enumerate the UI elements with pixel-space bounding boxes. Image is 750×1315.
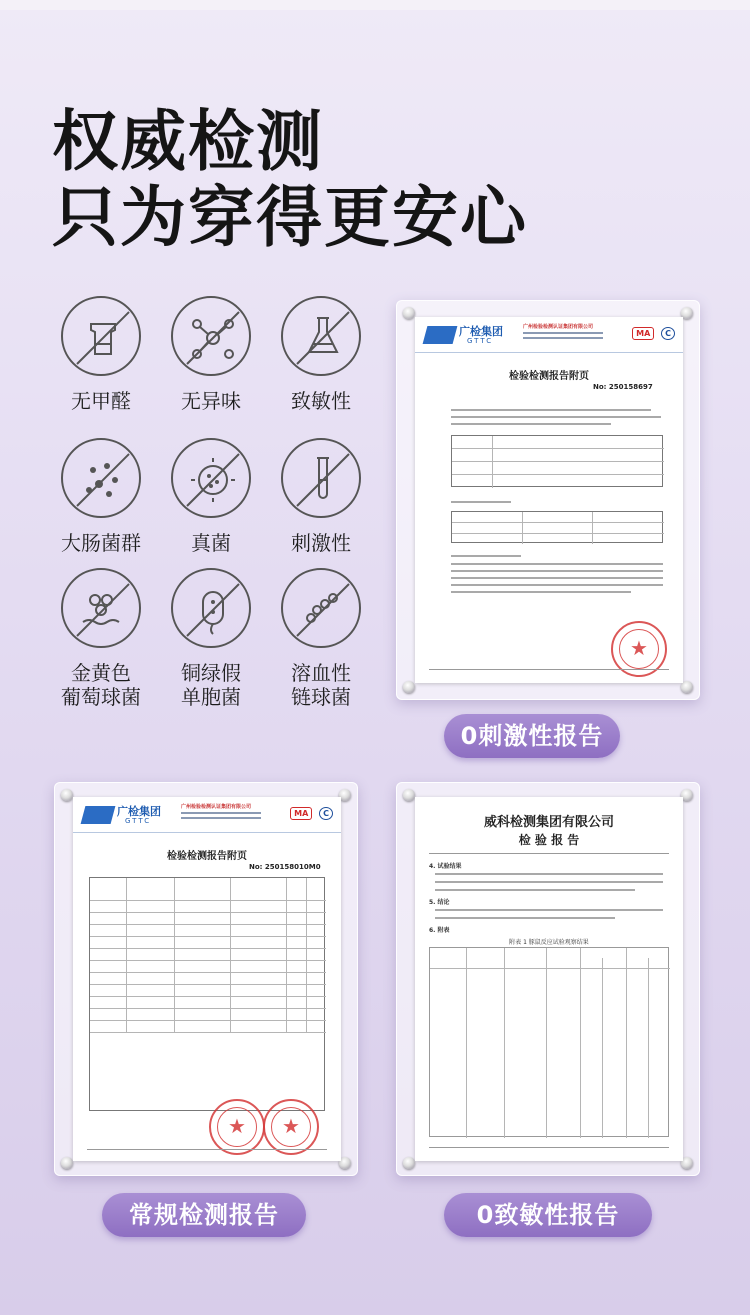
cert-marks bbox=[286, 807, 333, 820]
section-result: 4. 试验结果 bbox=[429, 863, 462, 870]
feature-irritation bbox=[266, 438, 376, 555]
org-short: 广检集团 bbox=[459, 325, 503, 338]
feature-label: 真菌 bbox=[191, 531, 231, 555]
ma-mark-icon: MA bbox=[290, 807, 312, 820]
cnas-mark-icon: C bbox=[319, 807, 333, 820]
doc-number: No: 250158010M0 bbox=[249, 863, 321, 871]
feature-staphylococcus bbox=[46, 568, 156, 709]
streptococcus-crossed-icon bbox=[281, 568, 361, 648]
result-table bbox=[451, 435, 663, 487]
feature-label: 致敏性 bbox=[291, 389, 351, 413]
feature-pseudomonas bbox=[156, 568, 266, 709]
org-en: GTTC bbox=[125, 817, 152, 825]
official-stamp-icon: ★ bbox=[611, 621, 667, 677]
doc-title: 检验检测报告附页 bbox=[167, 851, 247, 862]
org-short: 广检集团 bbox=[117, 805, 161, 818]
section-conclusion: 5. 结论 bbox=[429, 899, 450, 906]
table-caption: 附表 1 豚鼠反应试验观察结果 bbox=[509, 939, 589, 946]
doc-header bbox=[415, 317, 683, 353]
doc-subtitle: 检 验 报 告 bbox=[518, 833, 580, 847]
material-table bbox=[451, 511, 663, 543]
feature-label: 刺激性 bbox=[291, 531, 351, 555]
report-frame-routine bbox=[54, 782, 358, 1176]
feature-label: 无甲醛 bbox=[71, 389, 131, 413]
ma-mark-icon: MA bbox=[632, 327, 654, 340]
frame-pin bbox=[403, 1157, 415, 1169]
feature-no-formaldehyde bbox=[46, 296, 156, 413]
pill-routine-report: 常规检测报告 bbox=[102, 1193, 306, 1237]
feature-label: 溶血性 链球菌 bbox=[291, 661, 351, 709]
page-title bbox=[52, 104, 528, 256]
report-frame-irritation bbox=[396, 300, 700, 700]
feature-label: 铜绿假 单胞菌 bbox=[181, 661, 241, 709]
doc-title: 检验检测报告附页 bbox=[509, 371, 589, 382]
feature-label: 无异味 bbox=[181, 389, 241, 413]
gttc-logo-icon bbox=[423, 326, 458, 344]
beaker-crossed-icon bbox=[61, 296, 141, 376]
title-line-2: 只为穿得更安心 bbox=[52, 179, 528, 256]
feature-streptococcus bbox=[266, 568, 376, 709]
org-en: GTTC bbox=[467, 337, 494, 345]
molecule-crossed-icon bbox=[171, 296, 251, 376]
bacteria-crossed-icon bbox=[61, 438, 141, 518]
doc-number: No: 250158697 bbox=[593, 383, 653, 391]
doc-title: 威科检测集团有限公司 bbox=[483, 815, 614, 830]
flask-crossed-icon bbox=[281, 296, 361, 376]
org-full-name: 广州检验检测认证集团有限公司 bbox=[523, 324, 594, 330]
gttc-logo-icon bbox=[81, 806, 116, 824]
fungus-crossed-icon bbox=[171, 438, 251, 518]
routine-result-table bbox=[89, 877, 325, 1111]
report-frame-sensitization bbox=[396, 782, 700, 1176]
feature-label: 大肠菌群 bbox=[61, 531, 141, 555]
section-appendix: 6. 附表 bbox=[429, 927, 450, 934]
staphylococcus-crossed-icon bbox=[61, 568, 141, 648]
report-sheet bbox=[73, 797, 341, 1161]
feature-fungi bbox=[156, 438, 266, 555]
org-full-name: 广州检验检测认证集团有限公司 bbox=[181, 804, 252, 810]
feature-coliforms bbox=[46, 438, 156, 555]
feature-icon-grid bbox=[46, 296, 376, 716]
frame-pin bbox=[61, 1157, 73, 1169]
frame-pin bbox=[403, 681, 415, 693]
pill-sensitization-report: 0致敏性报告 bbox=[444, 1193, 652, 1237]
official-stamp-icon: ★ bbox=[209, 1099, 265, 1155]
feature-label: 金黄色 葡萄球菌 bbox=[61, 661, 141, 709]
official-stamp-icon: ★ bbox=[263, 1099, 319, 1155]
pill-irritation-report: 0刺激性报告 bbox=[444, 714, 620, 758]
top-band bbox=[0, 0, 750, 10]
cnas-mark-icon: C bbox=[661, 327, 675, 340]
frame-pin bbox=[403, 789, 415, 801]
frame-pin bbox=[403, 307, 415, 319]
org-full-lines bbox=[523, 323, 603, 342]
frame-pin bbox=[61, 789, 73, 801]
title-line-1: 权威检测 bbox=[52, 103, 324, 180]
org-full-lines bbox=[181, 803, 261, 822]
cert-marks bbox=[628, 327, 675, 340]
report-sheet bbox=[415, 317, 683, 683]
feature-sensitization bbox=[266, 296, 376, 413]
doc-header bbox=[73, 797, 341, 833]
feature-no-odor bbox=[156, 296, 266, 413]
test-tube-crossed-icon bbox=[281, 438, 361, 518]
observation-table bbox=[429, 947, 669, 1137]
pseudomonas-crossed-icon bbox=[171, 568, 251, 648]
report-sheet bbox=[415, 797, 683, 1161]
